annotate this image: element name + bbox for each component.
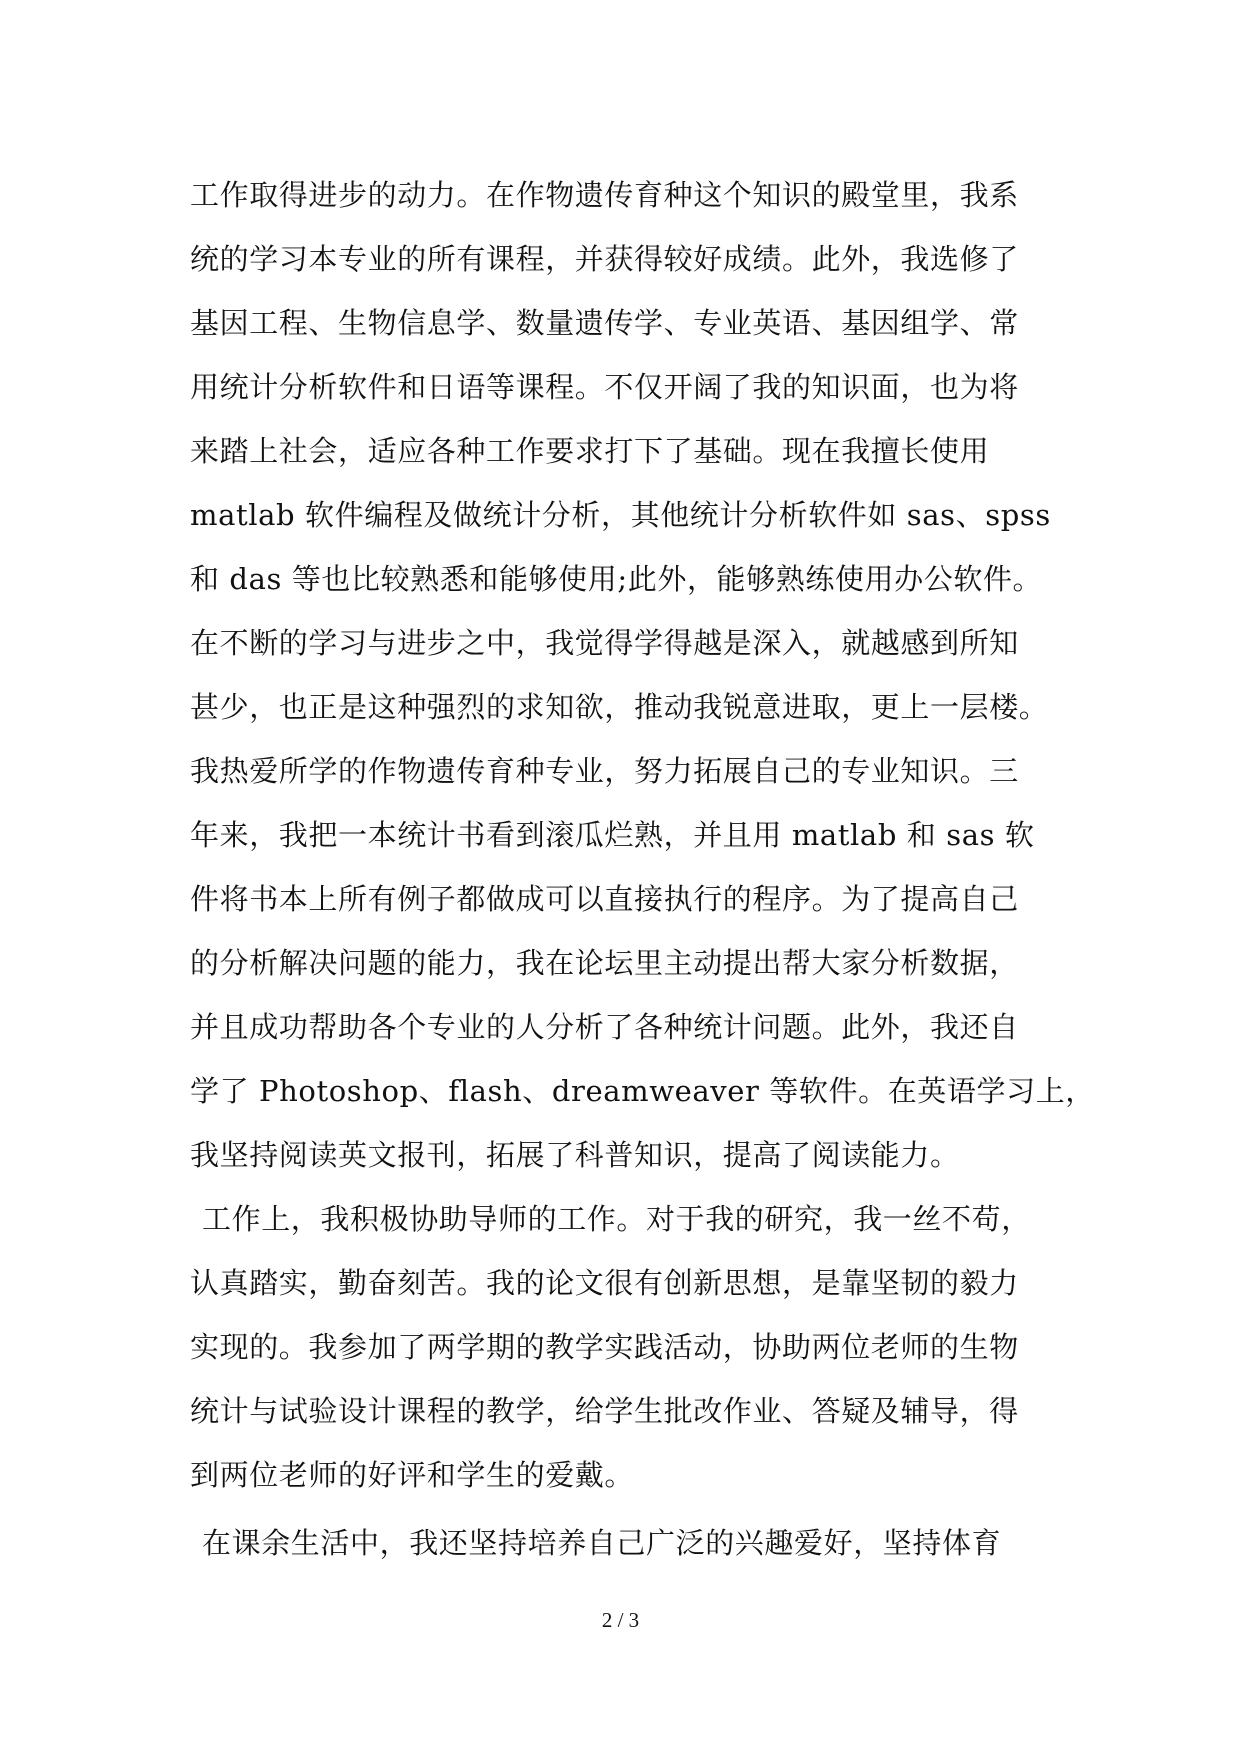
body-text — [190, 163, 1095, 1575]
text-line: 认真踏实，勤奋刻苦。我的论文很有创新思想，是靠坚韧的毅力 — [190, 1266, 1019, 1300]
text-line: 我热爱所学的作物遗传育种专业，努力拓展自己的专业知识。三 — [190, 754, 1019, 788]
text-line: matlab 软件编程及做统计分析，其他统计分析软件如 sas、spss — [190, 498, 1051, 532]
text-line: 在不断的学习与进步之中，我觉得学得越是深入，就越感到所知 — [190, 626, 1019, 660]
text-line: 到两位老师的好评和学生的爱戴。 — [190, 1458, 635, 1492]
text-line: 用统计分析软件和日语等课程。不仅开阔了我的知识面，也为将 — [190, 370, 1019, 404]
text-line: 甚少，也正是这种强烈的求知欲，推动我锐意进取，更上一层楼。 — [190, 690, 1049, 724]
text-line: 实现的。我参加了两学期的教学实践活动，协助两位老师的生物 — [190, 1330, 1019, 1364]
text-line: 并且成功帮助各个专业的人分析了各种统计问题。此外，我还自 — [190, 1010, 1019, 1044]
text-line: 学了 Photoshop、flash、dreamweaver 等软件。在英语学习上， — [190, 1074, 1095, 1108]
text-line: 的分析解决问题的能力，我在论坛里主动提出帮大家分析数据， — [190, 946, 1019, 980]
text-line: 统的学习本专业的所有课程，并获得较好成绩。此外，我选修了 — [190, 242, 1019, 276]
text-line: 在课余生活中，我还坚持培养自己广泛的兴趣爱好，坚持体育 — [202, 1526, 1002, 1560]
text-line: 和 das 等也比较熟悉和能够使用;此外，能够熟练使用办公软件。 — [190, 562, 1043, 596]
text-line: 件将书本上所有例子都做成可以直接执行的程序。为了提高自己 — [190, 882, 1019, 916]
text-line: 统计与试验设计课程的教学，给学生批改作业、答疑及辅导，得 — [190, 1394, 1019, 1428]
text-line: 工作取得进步的动力。在作物遗传育种这个知识的殿堂里，我系 — [190, 178, 1019, 212]
text-line: 年来，我把一本统计书看到滚瓜烂熟，并且用 matlab 和 sas 软 — [190, 818, 1035, 852]
text-line: 基因工程、生物信息学、数量遗传学、专业英语、基因组学、常 — [190, 306, 1019, 340]
page-number: 2 / 3 — [601, 1608, 640, 1632]
text-line: 工作上，我积极协助导师的工作。对于我的研究，我一丝不苟， — [202, 1202, 1031, 1236]
text-line: 我坚持阅读英文报刊，拓展了科普知识，提高了阅读能力。 — [190, 1138, 960, 1172]
text-line: 来踏上社会，适应各种工作要求打下了基础。现在我擅长使用 — [190, 434, 990, 468]
